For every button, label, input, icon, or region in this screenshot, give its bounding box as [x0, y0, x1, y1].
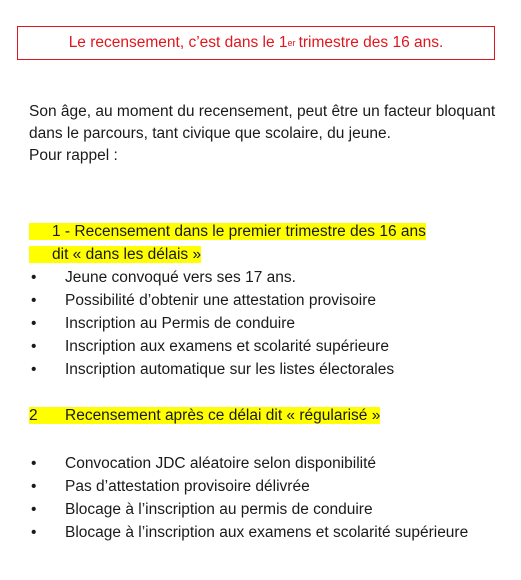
- list-item-text: Possibilité d’obtenir une attestation provisoire: [65, 292, 377, 309]
- title-box: [17, 26, 495, 60]
- list-item-text: Blocage à l’inscription au permis de conduire: [65, 501, 373, 518]
- list-item: [29, 475, 499, 498]
- list-item-text: Inscription automatique sur les listes électorales: [65, 361, 395, 378]
- intro-block: [29, 101, 499, 167]
- section-2-heading: [29, 404, 380, 427]
- section-2-heading-highlight: [29, 407, 380, 424]
- title-text-end: trimestre des 16 ans.: [298, 34, 444, 51]
- list-item: [29, 335, 499, 358]
- intro-paragraph: Son âge, au moment du recensement, peut être un facteur bloquant dans le parcours, tant civique que scolaire, du jeune.: [29, 103, 496, 142]
- section-2-heading-text: Recensement après ce délai dit « régularisé »: [65, 407, 381, 424]
- title-text-start: Le recensement, c’est dans le 1: [68, 34, 288, 51]
- bullet-icon: •: [31, 338, 37, 355]
- section-1-list: [29, 266, 499, 381]
- intro-reminder: Pour rappel :: [29, 147, 118, 164]
- title-superscript: er: [287, 38, 296, 48]
- bullet-icon: •: [31, 292, 37, 309]
- bullet-icon: •: [31, 315, 37, 332]
- section-1: [29, 220, 499, 381]
- bullet-icon: •: [31, 361, 37, 378]
- bullet-icon: •: [31, 455, 37, 472]
- list-item: [29, 452, 499, 475]
- bullet-icon: •: [31, 478, 37, 495]
- list-item-text: Jeune convoqué vers ses 17 ans.: [65, 269, 296, 286]
- section-1-heading: [29, 220, 499, 266]
- section-1-heading-line1: 1 - Recensement dans le premier trimestre des 16 ans: [29, 223, 426, 240]
- list-item: [29, 312, 499, 335]
- list-item-text: Inscription au Permis de conduire: [65, 315, 296, 332]
- bullet-icon: •: [31, 269, 37, 286]
- list-item-text: Blocage à l’inscription aux examens et scolarité supérieure: [65, 524, 469, 541]
- bullet-icon: •: [31, 524, 37, 541]
- section-2-list: [29, 452, 499, 544]
- list-item: [29, 358, 499, 381]
- bullet-icon: •: [31, 501, 37, 518]
- list-item: [29, 521, 499, 544]
- list-item-text: Pas d’attestation provisoire délivrée: [65, 478, 310, 495]
- list-item: [29, 266, 499, 289]
- list-item-text: Inscription aux examens et scolarité supérieure: [65, 338, 389, 355]
- list-item: [29, 498, 499, 521]
- section-2-number: 2: [29, 407, 38, 424]
- section-1-heading-line2: dit « dans les délais »: [29, 246, 201, 263]
- section-2: [29, 452, 499, 544]
- list-item-text: Convocation JDC aléatoire selon disponibilité: [65, 455, 377, 472]
- list-item: [29, 289, 499, 312]
